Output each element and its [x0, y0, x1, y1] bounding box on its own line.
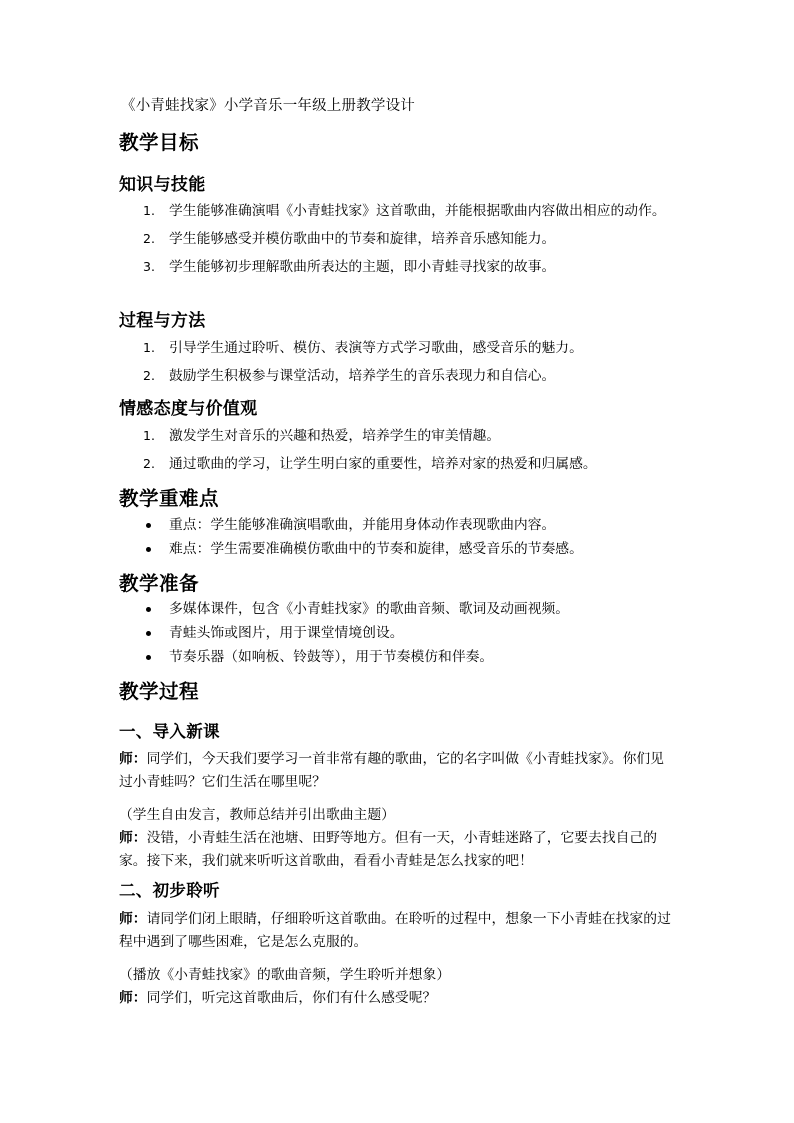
bullet-icon: [146, 607, 151, 612]
list-item: 多媒体课件，包含《小青蛙找家》的歌曲音频、歌词及动画视频。: [121, 598, 681, 620]
list-item: 2. 通过歌曲的学习，让学生明白家的重要性，培养对家的热爱和归属感。: [143, 456, 597, 472]
emotion-list: [121, 425, 681, 481]
bullet-icon: [146, 631, 151, 636]
list-item: 1. 激发学生对音乐的兴趣和热爱，培养学生的审美情趣。: [143, 428, 501, 444]
list-item: 1. 学生能够准确演唱《小青蛙找家》这首歌曲，并能根据歌曲内容做出相应的动作。: [143, 203, 666, 219]
bullet-icon: [146, 655, 151, 660]
key-points-list: [121, 514, 681, 562]
list-item: 2. 鼓励学生积极参与课堂活动，培养学生的音乐表现力和自信心。: [143, 368, 556, 384]
preparation-list: [121, 598, 681, 670]
heading-preparation: 教学准备: [119, 572, 200, 595]
paragraph: （学生自由发言，教师总结并引出歌曲主题） 师：没错，小青蛙生活在池塘、田野等地方。但有一天，小青蛙迷路了，它要去找自己的家。接下来，我们就来听听这首歌曲，看看小青蛙是怎么找家的吧！: [119, 807, 658, 869]
heading-teaching-goals: 教学目标: [119, 131, 200, 154]
list-item: 难点：学生需要准确模仿歌曲中的节奏和旋律，感受音乐的节奏感。: [121, 538, 681, 560]
heading-knowledge-skills: 知识与技能: [119, 175, 206, 195]
knowledge-list: [121, 200, 681, 284]
paragraph: 师：同学们，今天我们要学习一首非常有趣的歌曲，它的名字叫做《小青蛙找家》。你们见过小青蛙吗？它们生活在哪里呢？: [119, 751, 664, 790]
heading-step-listening: 二、初步聆听: [119, 881, 220, 900]
paragraph: （播放《小青蛙找家》的歌曲音频，学生聆听并想象） 师：同学们，听完这首歌曲后，你们有什么感受呢？: [119, 967, 451, 1006]
heading-emotion-values: 情感态度与价值观: [119, 399, 258, 419]
heading-process-methods: 过程与方法: [119, 311, 206, 331]
list-item: 重点：学生能够准确演唱歌曲，并能用身体动作表现歌曲内容。: [121, 514, 681, 536]
list-item: 节奏乐器（如响板、铃鼓等），用于节奏模仿和伴奏。: [121, 646, 681, 668]
heading-teaching-process: 教学过程: [119, 680, 200, 703]
process-list: [121, 337, 681, 393]
list-item: 青蛙头饰或图片，用于课堂情境创设。: [121, 622, 681, 644]
document-title: 《小青蛙找家》小学音乐一年级上册教学设计: [121, 98, 415, 114]
list-item: 2. 学生能够感受并模仿歌曲中的节奏和旋律，培养音乐感知能力。: [143, 231, 556, 247]
bullet-icon: [146, 547, 151, 552]
bullet-icon: [146, 523, 151, 528]
list-item: 3. 学生能够初步理解歌曲所表达的主题，即小青蛙寻找家的故事。: [143, 259, 556, 275]
paragraph: 师：请同学们闭上眼睛，仔细聆听这首歌曲。在聆听的过程中，想象一下小青蛙在找家的过程中遇到了哪些困难，它是怎么克服的。: [119, 911, 671, 950]
heading-step-intro: 一、导入新课: [119, 722, 220, 741]
list-item: 1. 引导学生通过聆听、模仿、表演等方式学习歌曲，感受音乐的魅力。: [143, 340, 583, 356]
heading-key-points: 教学重难点: [119, 487, 220, 510]
